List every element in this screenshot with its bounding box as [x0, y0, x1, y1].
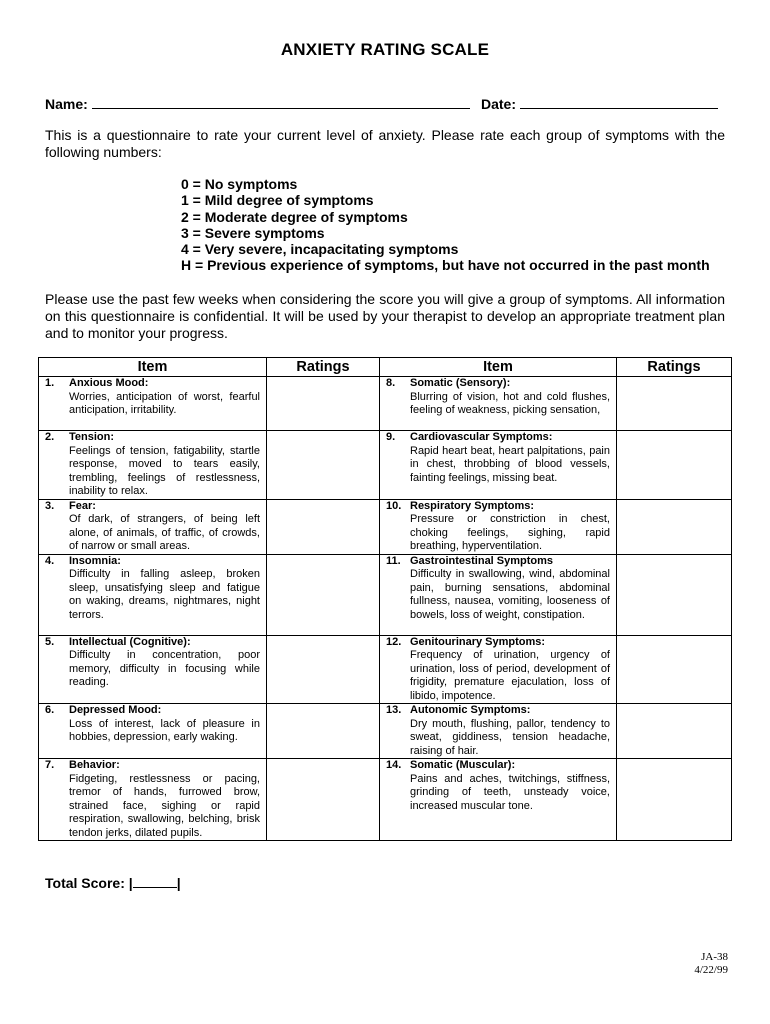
item-cell-left: [39, 704, 267, 759]
form-date: 4/22/99: [694, 964, 728, 976]
item-title: Behavior:: [69, 759, 120, 771]
item-description: Pressure or constriction in chest, choking feelings, sighing, rapid breathing, hyperventilation.: [410, 513, 610, 552]
total-score-close: |: [176, 875, 181, 891]
table-row: [39, 759, 732, 841]
item-text: [410, 759, 616, 813]
rating-cell[interactable]: [617, 499, 732, 554]
instructions-paragraph: Please use the past few weeks when considering the score you will give a group of symptoms. All information on this questionnaire is confidential. It will be used by your therapist to develop an appropriate treatment plan and to monitor your progress.: [45, 291, 725, 341]
item-description: Difficulty in concentration, poor memory, difficulty in focusing while reading.: [69, 649, 260, 688]
table-row: [39, 554, 732, 635]
item-number: 1.: [45, 377, 55, 389]
item-text: [69, 704, 266, 745]
rating-cell[interactable]: [267, 704, 380, 759]
item-description: Feelings of tension, fatigability, startle response, moved to tears easily, trembling, feelings of restlessness, inability to relax.: [69, 444, 260, 497]
item-number: 8.: [386, 377, 396, 389]
rating-cell[interactable]: [617, 759, 732, 841]
item-number: 13.: [386, 704, 402, 716]
date-field[interactable]: [481, 94, 718, 112]
item-text: [410, 500, 616, 554]
item-number: 9.: [386, 431, 396, 443]
item-description: Difficulty in falling asleep, broken sleep, unsatisfying sleep and fatigue on waking, dreams, nightmares, night terrors.: [69, 568, 260, 621]
form-footer: [660, 951, 728, 977]
item-title: Genitourinary Symptoms:: [410, 635, 546, 648]
rating-cell[interactable]: [617, 377, 732, 431]
item-text: [410, 431, 616, 485]
item-cell-right: [380, 554, 617, 635]
total-score-open: |: [128, 875, 133, 891]
symptom-entry: [39, 704, 266, 745]
symptom-table: [38, 357, 732, 841]
item-cell-right: [380, 759, 617, 841]
item-description: Fidgeting, restlessness or pacing, tremor of hands, furrowed brow, strained face, sighing or rapid respiration, swallowing, belching, brisk tendon jerks, dilated pupils.: [69, 772, 260, 839]
rating-cell[interactable]: [617, 704, 732, 759]
item-number: 10.: [386, 499, 402, 512]
item-number: 2.: [45, 431, 55, 443]
item-text: [69, 555, 266, 623]
rating-cell[interactable]: [617, 554, 732, 635]
item-title: Cardiovascular Symptoms:: [410, 431, 553, 443]
item-description: Rapid heart beat, heart palpitations, pain in chest, throbbing of blood vessels, fainting feelings, missing beat.: [410, 444, 610, 484]
rating-cell[interactable]: [267, 499, 380, 554]
item-number: 4.: [45, 554, 55, 567]
item-text: [69, 759, 266, 840]
item-description: Pains and aches, twitchings, stiffness, grinding of teeth, unsteady voice, increased muscular tone.: [410, 772, 610, 812]
item-cell-right: [380, 499, 617, 554]
header-item-left: Item: [39, 358, 267, 377]
item-title: Somatic (Sensory):: [410, 377, 511, 389]
rating-cell[interactable]: [267, 635, 380, 704]
item-title: Autonomic Symptoms:: [410, 704, 531, 716]
item-cell-left: [39, 377, 267, 431]
table-row: [39, 704, 732, 759]
total-score-input[interactable]: [133, 873, 177, 888]
header-ratings-left: Ratings: [267, 358, 380, 377]
symptom-entry: [39, 431, 266, 499]
name-input-line[interactable]: [92, 94, 470, 109]
table-row: [39, 377, 732, 431]
item-title: Gastrointestinal Symptoms: [410, 554, 554, 567]
symptom-entry: [380, 377, 616, 418]
symptom-entry: [380, 431, 616, 485]
item-description: Blurring of vision, hot and cold flushes, feeling of weakness, picking sensation,: [410, 390, 610, 416]
item-description: Frequency of urination, urgency of urination, loss of period, development of frigidity, premature ejaculation, loss of libido, impotence.: [410, 649, 610, 702]
page-title: ANXIETY RATING SCALE: [280, 40, 490, 59]
item-text: [410, 377, 616, 418]
symptom-entry: [39, 377, 266, 418]
table-row: [39, 635, 732, 704]
date-label: Date:: [481, 96, 517, 112]
item-text: [69, 377, 266, 418]
symptom-entry: [380, 555, 616, 623]
scale-item: 1 = Mild degree of symptoms: [181, 192, 374, 209]
symptom-entry: [380, 500, 616, 554]
item-cell-left: [39, 554, 267, 635]
form-code: JA-38: [701, 951, 728, 963]
item-title: Insomnia:: [69, 554, 121, 567]
item-cell-left: [39, 759, 267, 841]
item-description: Loss of interest, lack of pleasure in hobbies, depression, early waking.: [69, 717, 260, 743]
item-title: Depressed Mood:: [69, 704, 162, 716]
item-description: Dry mouth, flushing, pallor, tendency to sweat, giddiness, tension headache, raising of hair.: [410, 717, 610, 757]
item-number: 14.: [386, 759, 402, 771]
item-title: Tension:: [69, 431, 115, 443]
item-cell-right: [380, 431, 617, 500]
item-title: Fear:: [69, 499, 96, 512]
item-text: [410, 555, 616, 623]
scale-item: 4 = Very severe, incapacitating symptoms: [181, 241, 459, 258]
rating-cell[interactable]: [267, 377, 380, 431]
intro-paragraph: This is a questionnaire to rate your current level of anxiety. Please rate each group of symptoms with the following numbers:: [45, 127, 725, 160]
item-number: 5.: [45, 635, 55, 648]
item-description: Of dark, of strangers, of being left alone, of animals, of traffic, of crowds, of narrow or small areas.: [69, 513, 260, 552]
total-score-label: Total Score:: [45, 875, 125, 891]
scale-item: 0 = No symptoms: [181, 176, 298, 192]
symptom-entry: [380, 704, 616, 758]
item-title: Respiratory Symptoms:: [410, 499, 535, 512]
rating-cell[interactable]: [267, 431, 380, 500]
symptom-entry: [39, 759, 266, 840]
symptom-entry: [39, 636, 266, 690]
item-number: 12.: [386, 635, 402, 648]
item-number: 3.: [45, 499, 55, 512]
symptom-entry: [380, 636, 616, 704]
rating-cell[interactable]: [267, 759, 380, 841]
item-number: 7.: [45, 759, 55, 771]
rating-cell[interactable]: [617, 635, 732, 704]
item-text: [69, 431, 266, 499]
item-text: [410, 636, 616, 704]
table-row: [39, 499, 732, 554]
rating-cell[interactable]: [617, 431, 732, 500]
item-text: [69, 500, 266, 554]
name-label: Name:: [45, 96, 88, 112]
item-title: Anxious Mood:: [69, 377, 149, 389]
item-cell-left: [39, 499, 267, 554]
symptom-entry: [39, 555, 266, 623]
name-field[interactable]: [45, 94, 470, 112]
date-input-line[interactable]: [520, 94, 718, 109]
item-cell-left: [39, 431, 267, 500]
scale-item: 2 = Moderate degree of symptoms: [181, 208, 408, 225]
scale-item: H = Previous experience of symptoms, but have not occurred in the past month: [181, 257, 710, 274]
item-cell-right: [380, 704, 617, 759]
item-number: 11.: [386, 554, 401, 567]
table-header-row: [39, 358, 732, 377]
table-row: [39, 431, 732, 500]
item-text: [69, 636, 266, 690]
item-description: Difficulty in swallowing, wind, abdominal pain, burning sensations, abdominal fullness, nausea, vomiting, looseness of bowels, loss of weight, constipation.: [410, 568, 610, 621]
item-text: [410, 704, 616, 758]
item-title: Intellectual (Cognitive):: [69, 635, 191, 648]
item-cell-left: [39, 635, 267, 704]
symptom-entry: [380, 759, 616, 813]
item-cell-right: [380, 377, 617, 431]
rating-scale: [181, 176, 710, 274]
item-cell-right: [380, 635, 617, 704]
scale-item: 3 = Severe symptoms: [181, 224, 325, 241]
header-item-right: Item: [380, 358, 617, 377]
item-number: 6.: [45, 704, 55, 716]
symptom-entry: [39, 500, 266, 554]
rating-cell[interactable]: [267, 554, 380, 635]
item-title: Somatic (Muscular):: [410, 759, 516, 771]
header-ratings-right: Ratings: [617, 358, 732, 377]
total-score: [45, 873, 181, 891]
item-description: Worries, anticipation of worst, fearful anticipation, irritability.: [69, 390, 260, 416]
